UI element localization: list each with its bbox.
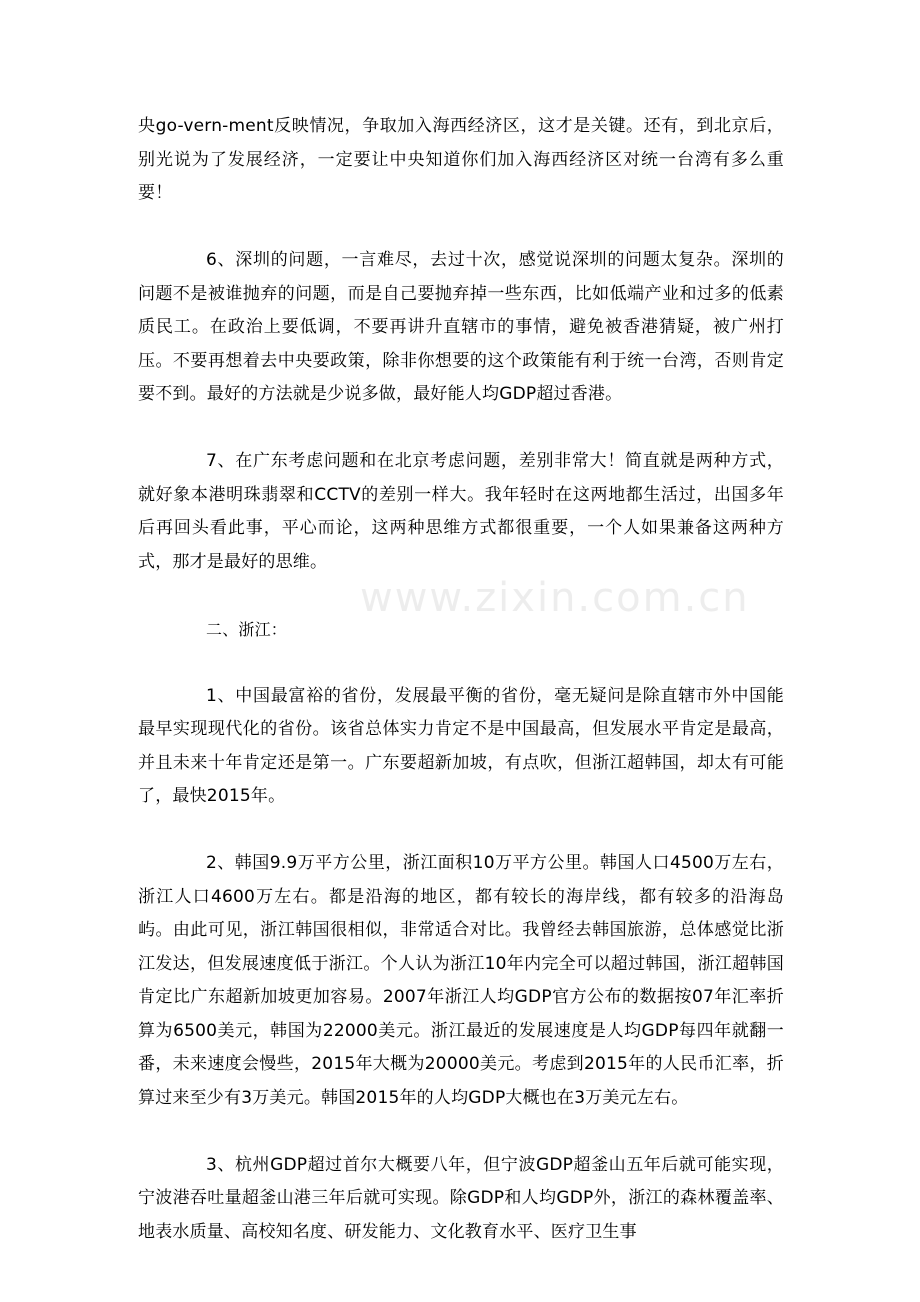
paragraph-continuation: 央go-vern-ment反映情况，争取加入海西经济区，这才是关键。还有，到北京后，别光说为了发展经济，一定要让中央知道你们加入海西经济区对统一台湾有多么重要！ [138,116,784,203]
section-heading-zhejiang: 二、浙江： [206,619,288,639]
paragraph-item-2-korea-comparison: 2、韩国9.9万平方公里，浙江面积10万平方公里。韩国人口4500万左右，浙江人口4600万左右。都是沿海的地区，都有较长的海岸线，都有较多的沿海岛屿。由此可见，浙江韩国很相似，非常适合对比。我曾经去韩国旅游，总体感觉比浙江发达，但发展速度低于浙江。个人认为浙江10年内完全可以超过韩国，浙江超韩国肯定比广东超新加坡更加容易。2007年浙江人均GDP官方公布的数据按07年汇率折算为6500美元，韩国为22000美元。浙江最近的发展速度是人均GDP每四年就翻一番，未来速度会慢些，2015年大概为20000美元。考虑到2015年的人民币汇率，折算过来至少有3万美元。韩国2015年的人均GDP大概也在3万美元左右。 [138,853,784,1108]
paragraph-item-1-zhejiang: 1、中国最富裕的省份，发展最平衡的省份，毫无疑问是除直辖市外中国能最早实现现代化的省份。该省总体实力肯定不是中国最高，但发展水平肯定是最高，并且未来十年肯定还是第一。广东要超新加坡，有点吹，但浙江超韩国，却太有可能了，最快2015年。 [138,685,784,806]
paragraph-item-3-hangzhou-ningbo: 3、杭州GDP超过首尔大概要八年，但宁波GDP超釜山五年后就可能实现，宁波港吞吐量超釜山港三年后就可实现。除GDP和人均GDP外，浙江的森林覆盖率、地表水质量、高校知名度、研发能力、文化教育水平、医疗卫生事 [138,1154,784,1242]
paragraph-item-7-guangdong-beijing: 7、在广东考虑问题和在北京考虑问题，差别非常大！简直就是两种方式，就好象本港明珠翡翠和CCTV的差别一样大。我年轻时在这两地都生活过，出国多年后再回头看此事，平心而论，这两种思维方式都很重要，一个人如果兼备这两种方式，那才是最好的思维。 [138,451,784,572]
paragraph-item-6-shenzhen: 6、深圳的问题，一言难尽，去过十次，感觉说深圳的问题太复杂。深圳的问题不是被谁抛弃的问题，而是自己要抛弃掉一些东西，比如低端产业和过多的低素质民工。在政治上要低调，不要再讲升直辖市的事情，避免被香港猜疑，被广州打压。不要再想着去中央要政策，除非你想要的这个政策能有利于统一台湾，否则肯定要不到。最好的方法就是少说多做，最好能人均GDP超过香港。 [138,250,784,404]
watermark: www.zixin.com.cn [360,575,750,621]
document-body [138,110,784,1249]
